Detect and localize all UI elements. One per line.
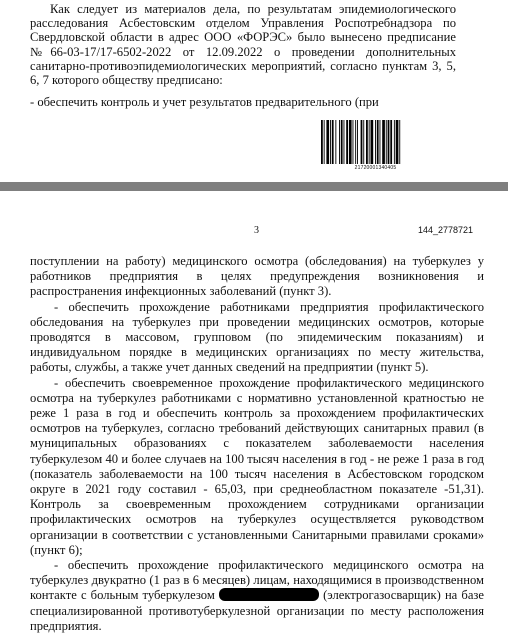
previous-page-fragment — [0, 0, 508, 182]
body-text — [30, 254, 484, 634]
intro-paragraph — [30, 2, 456, 87]
paragraph-4-text-before: - обеспечить прохождение профилактического медицинского осмотра на туберкулез двукратно (1 раз в 6 месяцев) лицам, находящимися в производственном контакте с больным туберкулезом — [30, 558, 484, 603]
paragraph-2 — [30, 300, 484, 376]
barcode-image — [321, 120, 430, 164]
paragraph-4-text-after: (электрогазосварщик) на базе специализированной противотуберкулезной организации по месту расположения предприятия. — [30, 588, 484, 633]
intro-text: Как следует из материалов дела, по результатам эпидемиологического расследования Асбестовским отделом Управления Роспотребнадзора по Свердловской области в адрес ООО «ФОРЭС» было вынесено предписание №66-03-17/17-6502-2022 от 12.09.2022 о проведении дополнительных санитарно-противоэпидемиологических мероприятий, согласно пунктам 3, 5, 6, 7 которого обществу предписано: — [30, 2, 456, 88]
page-separator — [0, 182, 508, 191]
paragraph-2-text: - обеспечить прохождение работниками предприятия профилактического обследования на туберкулез при проведении медицинских осмотров, которые проводятся в массовом, групповом (по эпидемическим показаниям) и индивидуальном порядке в медицинских организациях по месту жительства, работы, службы, а также учет данных сведений на предприятии (пункт 5). — [30, 299, 484, 375]
paragraph-3-text: - обеспечить своевременное прохождение профилактического медицинского осмотра на туберкулез работниками с нормативно установленной кратностью не реже 1 раза в год и обеспечить контроль за прохождением профилактических осмотров на туберкулез, согласно требований действующих санитарных правил (в муниципальных образованиях с показателем заболеваемости населения туберкулезом 40 и более случаев на 100 тысяч населения в год - не реже 1 раза в год (показатель заболеваемости на 100 тысяч населения в Асбестовском городском округе в 2021 году составил - 65,03, при среднеобластном показателе -51,31). Контроль за своевременным прохождением сотрудниками организации профилактических осмотров на туберкулез осуществляется руководством организации в соответствии с установленными Санитарными правилами сроками» (пункт 6); — [30, 375, 484, 557]
bullet-item — [30, 95, 456, 109]
paragraph-4 — [30, 558, 484, 634]
bullet-text: - обеспечить контроль и учет результатов предварительного (при — [30, 95, 379, 109]
page-number: 3 — [254, 225, 259, 236]
document-code: 144_2778721 — [418, 225, 474, 235]
paragraph-3 — [30, 376, 484, 558]
paragraph-1: поступлении на работу) медицинского осмотра (обследования) на туберкулез у работников предприятия в целях предупреждения возникновения и распространения инфекционных заболеваний (пункт 3). — [30, 254, 484, 299]
current-page — [0, 191, 508, 637]
barcode-digits: 21720001340405 — [354, 165, 397, 171]
redaction-bar — [219, 588, 319, 601]
